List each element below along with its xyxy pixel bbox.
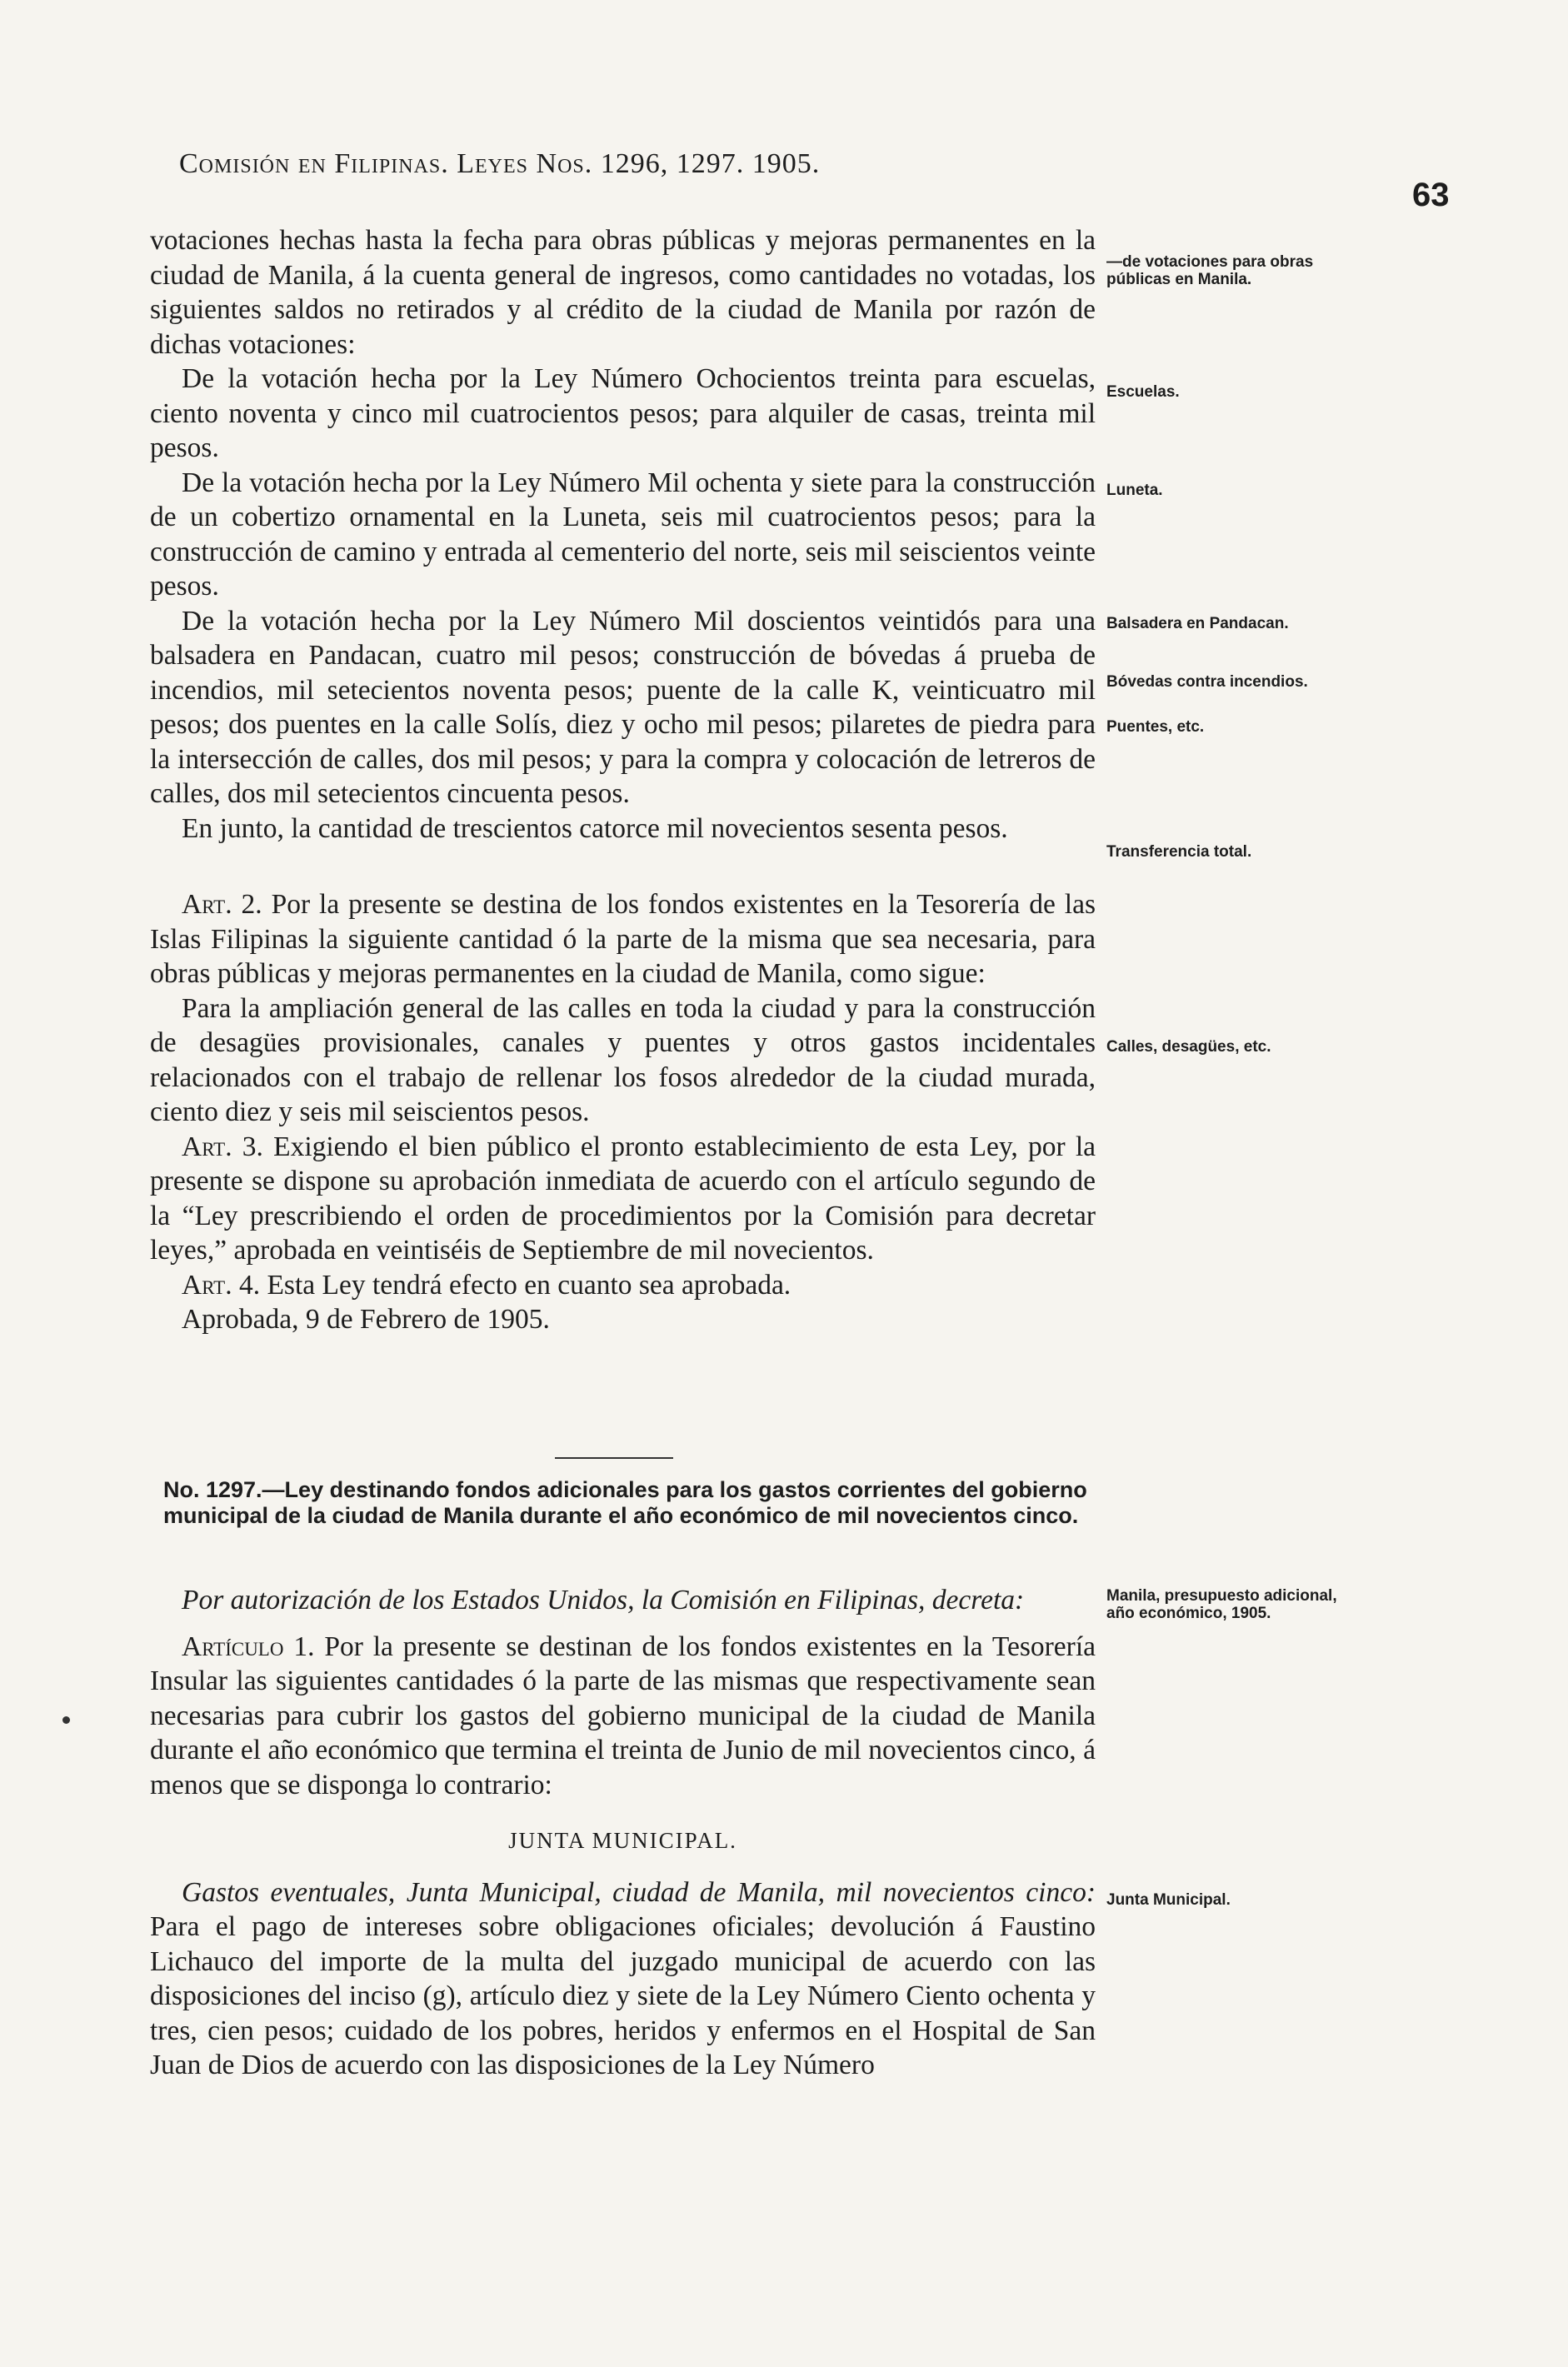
body-block-1 xyxy=(150,223,1096,846)
running-header: Comisión en Filipinas. Leyes Nos. 1296, 1297. 1905. xyxy=(179,148,821,179)
article-1-text: Por la presente se destinan de los fondos existentes en la Tesorería Insular las siguientes cantidades ó la parte de las mismas que respectivamente sean necesarias para cubrir los gastos del gobierno municipal de la ciudad de Manila durante el año económico que termina el treinta de Junio de mil novecientos cinco, á menos que se disponga lo contrario: xyxy=(150,1630,1096,1800)
margin-note-presupuesto: Manila, presupuesto adicional, año económico, 1905. xyxy=(1106,1587,1337,1622)
page-number: 63 xyxy=(1412,177,1450,213)
paragraph-gastos xyxy=(150,1875,1096,2083)
approval-date: Aprobada, 9 de Febrero de 1905. xyxy=(182,1304,550,1335)
margin-note-luneta: Luneta. xyxy=(1106,482,1163,499)
article-3-label: Art. 3. xyxy=(182,1131,263,1162)
gastos-label: Gastos eventuales, Junta Municipal, ciudad de Manila, mil novecientos cinco: xyxy=(182,1876,1096,1908)
article-2 xyxy=(150,887,1096,991)
paragraph-calles: Para la ampliación general de las calles en toda la ciudad y para la construcción de desagües provisionales, canales y puentes y otros gastos incidentales relacionados con el trabajo de rellenar los fosos alrededor de la ciudad murada, ciento diez y seis mil seiscientos pesos. xyxy=(150,992,1096,1127)
article-3 xyxy=(150,1130,1096,1268)
article-4 xyxy=(150,1268,1096,1303)
article-1 xyxy=(150,1630,1096,1803)
margin-note-junta: Junta Municipal. xyxy=(1106,1891,1231,1909)
article-1-label: Artículo 1. xyxy=(182,1630,315,1662)
margin-note-puentes: Puentes, etc. xyxy=(1106,718,1205,736)
margin-note-obras: —de votaciones para obras públicas en Manila. xyxy=(1106,253,1314,288)
article-4-text: Esta Ley tendrá efecto en cuanto sea aprobada. xyxy=(267,1269,791,1301)
paragraph-total: En junto, la cantidad de trescientos catorce mil novecientos sesenta pesos. xyxy=(182,812,1008,844)
article-4-label: Art. 4. xyxy=(182,1269,261,1301)
margin-note-transferencia: Transferencia total. xyxy=(1106,843,1252,861)
article-3-text: Exigiendo el bien público el pronto establecimiento de esta Ley, por la presente se dispone su aprobación inmediata de acuerdo con el artículo segundo de la “Ley prescribiendo el orden de procedimientos por la Comisión para decretar leyes,” aprobada en veintiséis de Septiembre de mil novecientos. xyxy=(150,1131,1096,1266)
paragraph-luneta: De la votación hecha por la Ley Número Mil ochenta y siete para la construcción de un cobertizo ornamental en la Luneta, seis mil cuatrocientos pesos; para la construcción de camino y entrada al cementerio del norte, seis mil seiscientos veinte pesos. xyxy=(150,467,1096,602)
body-block-2 xyxy=(150,887,1096,1337)
law-1297-heading: No. 1297.—Ley destinando fondos adicionales para los gastos corrientes del gobierno municipal de la ciudad de Manila durante el año económico de mil novecientos cinco. xyxy=(163,1477,1087,1528)
paragraph-escuelas: De la votación hecha por la Ley Número Ochocientos treinta para escuelas, ciento noventa y cinco mil cuatrocientos pesos; para alquiler de casas, treinta mil pesos. xyxy=(150,363,1096,463)
article-2-text: Por la presente se destina de los fondos existentes en la Tesorería de las Islas Filipinas la siguiente cantidad ó la parte de la misma que sea necesaria, para obras públicas y mejoras permanentes en la ciudad de Manila, como sigue: xyxy=(150,889,1096,989)
gastos-text: Para el pago de intereses sobre obligaciones oficiales; devolución á Faustino Lichauco del importe de la multa del juzgado municipal de acuerdo con las disposiciones del inciso (g), artículo diez y siete de la Ley Número Ciento ochenta y tres, cien pesos; cuidado de los pobres, heridos y enfermos en el Hospital de San Juan de Dios de acuerdo con las disposiciones de la Ley Número xyxy=(150,1911,1096,2080)
section-divider xyxy=(555,1457,673,1459)
margin-note-bovedas: Bóvedas contra incendios. xyxy=(1106,673,1308,691)
body-block-3 xyxy=(150,1583,1096,2083)
margin-note-escuelas: Escuelas. xyxy=(1106,383,1180,401)
enacting-clause: Por autorización de los Estados Unidos, la Comisión en Filipinas, decreta: xyxy=(182,1585,1025,1615)
section-title-junta: JUNTA MUNICIPAL. xyxy=(508,1828,737,1853)
ink-dot xyxy=(62,1716,70,1724)
margin-note-calles: Calles, desagües, etc. xyxy=(1106,1038,1271,1056)
article-2-label: Art. 2. xyxy=(182,889,262,920)
paragraph-pandacan: De la votación hecha por la Ley Número Mil doscientos veintidós para una balsadera en Pandacan, cuatro mil pesos; construcción de bóvedas á prueba de incendios, mil setecientos noventa pesos; puente de la calle K, veinticuatro mil pesos; dos puentes en la calle Solís, diez y ocho mil pesos; pilaretes de piedra para la intersección de calles, dos mil pesos; y para la compra y colocación de letreros de calles, dos mil setecientos cincuenta pesos. xyxy=(150,605,1096,809)
paragraph-votaciones: votaciones hechas hasta la fecha para obras públicas y mejoras permanentes en la ciudad de Manila, á la cuenta general de ingresos, como cantidades no votadas, los siguientes saldos no retirados y al crédito de la ciudad de Manila por razón de dichas votaciones: xyxy=(150,225,1096,360)
margin-note-balsadera: Balsadera en Pandacan. xyxy=(1106,615,1289,632)
